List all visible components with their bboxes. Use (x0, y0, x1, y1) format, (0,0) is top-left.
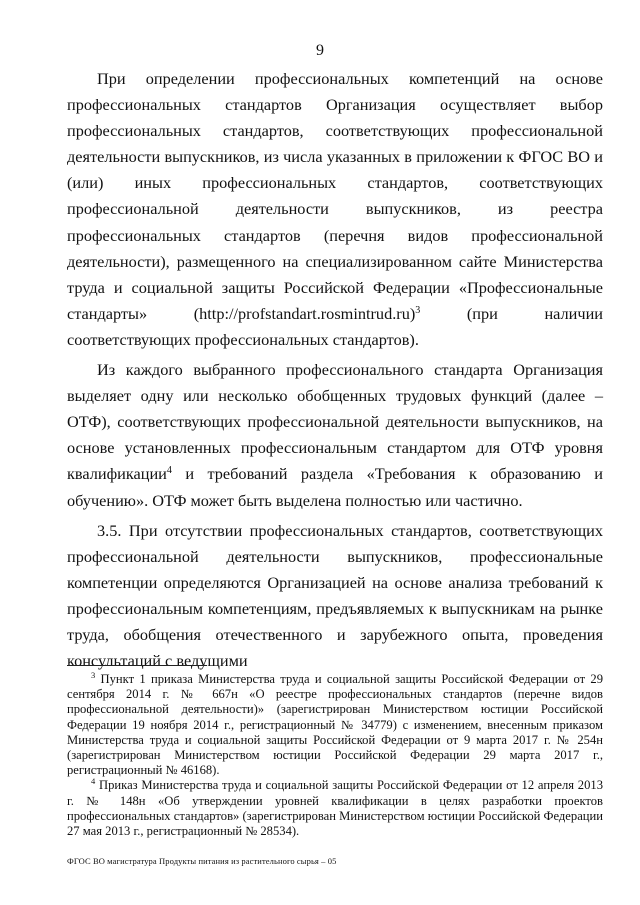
paragraph-text-tail: и требований раздела «Требования к образованию и обучению». ОТФ может быть выделена полностью или частично. (67, 464, 603, 510)
paragraph-text: При определении профессиональных компетенций на основе профессиональных стандартов Организация осуществляет выбор профессиональных стандартов, соответствующих профессиональной деятельности выпускников, из числа указанных в приложении к ФГОС ВО и (или) иных профессиональных стандартов, соответствующих профессиональной деятельности выпускников, из реестра профессиональных стандартов (перечня видов профессиональной деятельности), размещенного на специализированном сайте Министерства труда и социальной защиты Российской Федерации «Профессиональные стандарты» (http://profstandart.rosmintrud.ru) (67, 69, 603, 323)
footnote-3 (67, 672, 603, 778)
paragraph-professional-standards-selection (67, 66, 603, 353)
footnote-ref-4[interactable]: 4 (166, 465, 172, 477)
page-footer: ФГОС ВО магистратура Продукты питания из растительного сырья – 05 (67, 856, 337, 866)
paragraph-text: 3.5. При отсутствии профессиональных стандартов, соответствующих профессиональной деятельности выпускников, профессиональные компетенции определяются Организацией на основе анализа требований к профессиональным компетенциям, предъявляемых к выпускникам на рынке труда, обобщения отечественного и зарубежного опыта, проведения консультаций с ведущими (67, 520, 603, 671)
paragraph-otf-selection (67, 357, 603, 514)
footnote-mark: 4 (91, 776, 96, 787)
footnote-text: Приказ Министерства труда и социальной защиты Российской Федерации от 12 апреля 2013 г. № 148н «Об утверждении уровней квалификации в целях разработки проектов профессиональных стандартов» (зарегистрирован Министерством юстиции Российской Федерации 27 мая 2013 г., регистрационный № 28534). (67, 778, 603, 839)
footnote-text: Пункт 1 приказа Министерства труда и социальной защиты Российской Федерации от 29 сентября 2014 г. № 667н «О реестре профессиональных стандартов (перечне видов профессиональной деятельности)» (зарегистрирован Министерством юстиции Российской Федерации 19 ноября 2014 г., регистрационный № 34779) с изменением, внесенным приказом Министерства труда и социальной защиты Российской Федерации от 9 марта 2017 г. № 254н (зарегистрирован Министерством юстиции Российской Федерации 29 марта 2017 г., регистрационный № 46168). (67, 672, 603, 778)
paragraph-text-tail: (при наличии соответствующих профессиональных стандартов). (67, 303, 603, 349)
paragraph-section-3-5 (67, 518, 603, 675)
main-text (67, 66, 603, 678)
footnote-ref-3[interactable]: 3 (415, 304, 421, 316)
paragraph-text: Из каждого выбранного профессионального стандарта Организация выделяет одну или несколько обобщенных трудовых функций (далее – ОТФ), соответствующих профессиональной деятельности выпускников, на основе установленных профессиональным стандартом для ОТФ уровня квалификации (67, 360, 603, 484)
footnote-divider (67, 665, 207, 666)
footnotes (67, 672, 603, 839)
footnote-4 (67, 778, 603, 839)
footnote-mark: 3 (91, 670, 96, 680)
page-number: 9 (316, 42, 324, 59)
